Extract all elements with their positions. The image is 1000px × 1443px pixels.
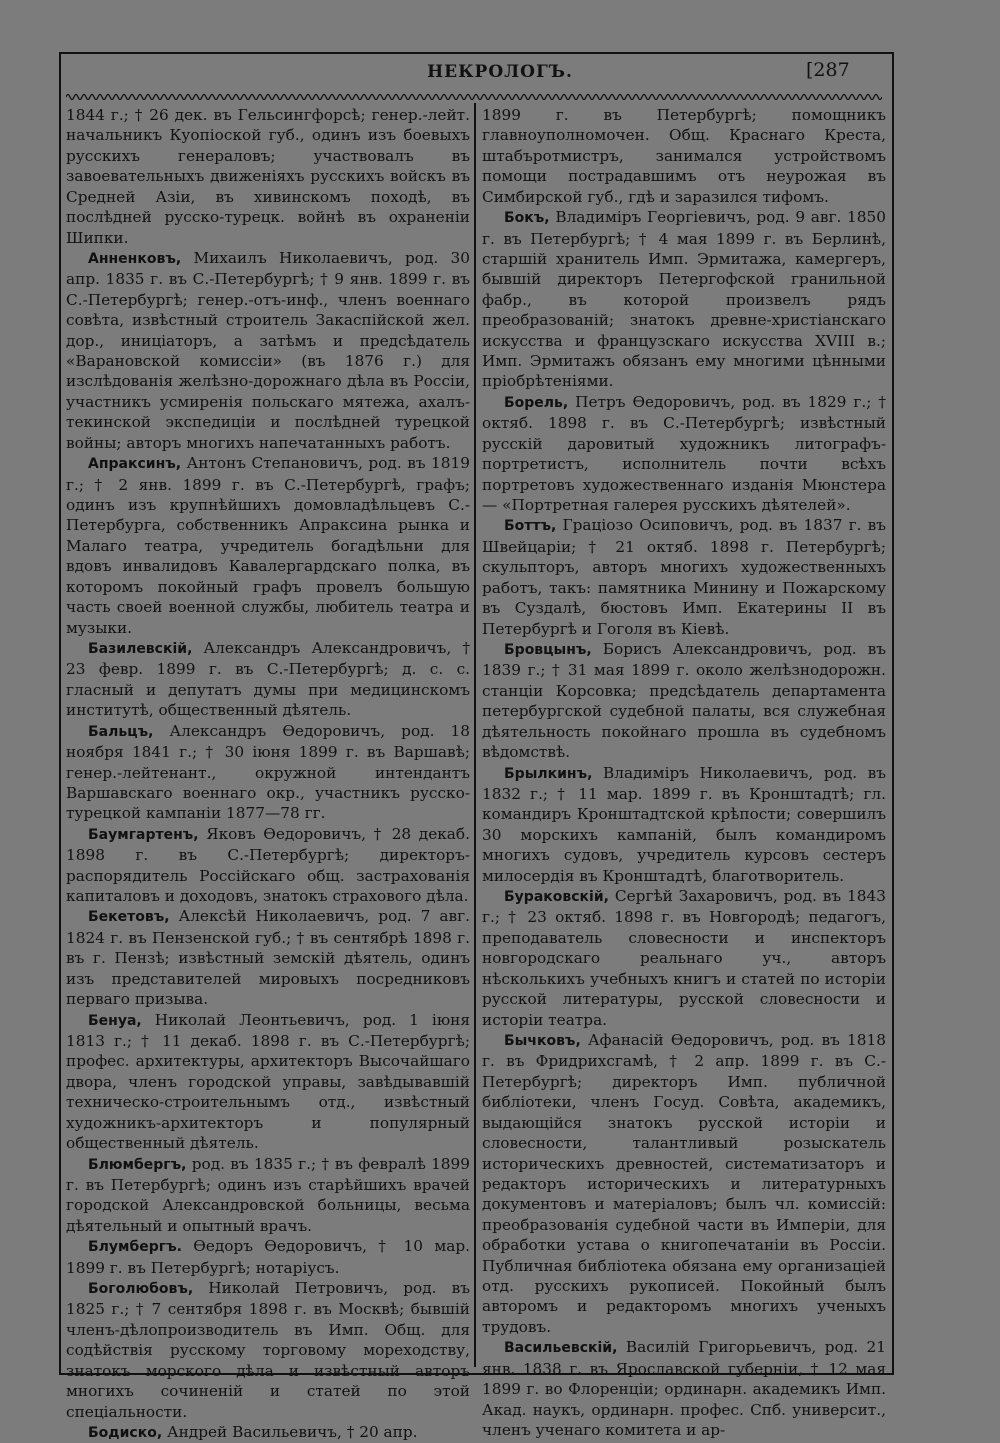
- entry-surname: Бокъ,: [504, 210, 550, 227]
- obituary-entry: [482, 763, 886, 887]
- column-divider: [474, 103, 476, 1367]
- entry-surname: Блумбергъ.: [88, 1239, 182, 1256]
- obituary-entry: [482, 886, 886, 1030]
- entry-text: Афанасій Өедоровичъ, род. въ 1818 г. въ Фридрихсгамѣ, † 2 апр. 1899 г. въ С.-Петербургѣ; директоръ Имп. публичной библіотеки, членъ Госуд. Совѣта, академикъ, выдающійся знатокъ русской исторіи и словесности, талантливый розыскатель историческихъ древностей, систематизаторъ и редакторъ историческихъ и литературныхъ документовъ и матеріаловъ; былъ чл. комиссій: преобразованія судебной части въ Имперіи, для обработки устава о книгопечатаніи въ Россіи. Публичная библіотека обязана ему организаціей отд. русскихъ рукописей. Покойный былъ авторомъ и редакторомъ многихъ ученыхъ трудовъ.: [482, 1030, 886, 1336]
- obituary-entry: [66, 105, 470, 248]
- entry-text: Борисъ Александровичъ, род. въ 1839 г.; † 31 мая 1899 г. около желѣзнодорожн. станціи Корсовка; предсѣдатель департамента петербургской судебной палаты, вся служебная дѣятельность покойнаго прошла въ судебномъ вѣдомствѣ.: [482, 639, 886, 762]
- entry-surname: Васильевскій,: [504, 1340, 618, 1357]
- entry-surname: Баумгартенъ,: [88, 826, 199, 843]
- obituary-entry: [66, 906, 470, 1009]
- left-column: [66, 105, 470, 1443]
- entry-text: 1844 г.; † 26 дек. въ Гельсингфорсѣ; генер.-лейт. начальникъ Куопіоской губ., одинъ изъ боевыхъ русскихъ генераловъ; участвовалъ въ завоевательныхъ движеніяхъ русскихъ войскъ въ Средней Азіи, въ хивинскомъ походѣ, въ послѣдней русско-турецк. войнѣ въ охраненіи Шипки.: [66, 106, 470, 247]
- entry-surname: Бальцъ,: [88, 723, 154, 740]
- entry-surname: Анненковъ,: [88, 250, 182, 267]
- entry-surname: Бодиско,: [88, 1425, 163, 1441]
- entry-text: Сергѣй Захаровичъ, род. въ 1843 г.; † 23 октяб. 1898 г. въ Новгородѣ; педагогъ, преподаватель словесности и инспекторъ новгородскаго реальнаго уч., авторъ нѣсколькихъ учебныхъ книгъ и статей по исторіи русской литературы, русской словесности и исторіи театра.: [482, 887, 886, 1029]
- entry-text: 1899 г. въ Петербургѣ; помощникъ главноуполномочен. Общ. Краснаго Креста, штабъротмистръ, занимался устройствомъ помощи пострадавшимъ отъ неурожая въ Симбирской губ., гдѣ и заразился тифомъ.: [482, 106, 886, 206]
- entry-text: Алексѣй Николаевичъ, род. 7 авг. 1824 г. въ Пензенской губ.; † въ сентябрѣ 1898 г. въ г. Пензѣ; извѣстный земскій дѣятель, одинъ изъ представителей мировыхъ посредниковъ перваго призыва.: [66, 907, 470, 1009]
- entry-surname: Брылкинъ,: [504, 765, 593, 782]
- entry-text: Александръ Александровичъ, † 23 февр. 1899 г. въ С.-Петербургѣ; д. с. с. гласный и депутатъ думы при медицинскомъ институтѣ, общественный дѣятель.: [66, 638, 470, 720]
- obituary-entry: [66, 1010, 470, 1154]
- obituary-entry: [66, 1278, 470, 1422]
- entry-text: Владиміръ Николаевичъ, род. въ 1832 г.; † 11 мар. 1899 г. въ Кронштадтѣ; гл. командиръ Кронштадтской крѣпости; совершилъ 30 морскихъ кампаній, былъ командиромъ многихъ судовъ, учредитель курсовъ сестеръ милосердія въ Кронштадтѣ, благотворитель.: [482, 763, 886, 885]
- entry-surname: Апраксинъ,: [88, 456, 182, 473]
- obituary-entry: [482, 515, 886, 639]
- entry-surname: Бекетовъ,: [88, 909, 170, 926]
- entry-text: Николай Леонтьевичъ, род. 1 іюня 1813 г.; † 11 декаб. 1898 г. въ С.-Петербургѣ; профес. архитектуры, архитекторъ Высочайшаго двора, членъ городской управы, завѣдывавшій техническо-строительнымъ отд., извѣстный художникъ-архитекторъ и популярный общественный дѣятель.: [66, 1010, 470, 1153]
- obituary-entry: [482, 207, 886, 392]
- entry-surname: Бенуа,: [88, 1012, 142, 1029]
- wavy-rule: [66, 90, 882, 104]
- entry-surname: Бычковъ,: [504, 1032, 581, 1049]
- obituary-entry: [66, 638, 470, 721]
- obituary-entry: [66, 721, 470, 824]
- obituary-entry: [482, 1030, 886, 1337]
- entry-text: Андрей Васильевичъ, † 20 апр.: [162, 1423, 418, 1441]
- page-number: [287: [806, 59, 850, 81]
- entry-text: Петръ Өедоровичъ, род. въ 1829 г.; † октяб. 1898 г. въ С.-Петербургѣ; извѣстный русскій даровитый художникъ литографъ-портретистъ, исполнитель почти всѣхъ портретовъ художественнаго изданія Мюнстера — «Портретная галерея русскихъ дѣятелей».: [482, 392, 886, 515]
- obituary-entry: [66, 1236, 470, 1278]
- obituary-entry: [66, 1422, 470, 1443]
- obituary-entry: [482, 639, 886, 763]
- entry-text: Николай Петровичъ, род. въ 1825 г.; † 7 сентября 1898 г. въ Москвѣ; бывшій членъ-дѣлопроизводитель въ Имп. Общ. для содѣйствія русскому торговому мореходству, знатокъ морского дѣла и извѣстный авторъ многихъ сочиненій и статей по этой спеціальности.: [66, 1279, 470, 1421]
- entry-text: Яковъ Өедоровичъ, † 28 декаб. 1898 г. въ С.-Петербургѣ; директоръ-распорядитель Россійскаго общ. застрахованія капиталовъ и доходовъ, знатокъ страхового дѣла.: [66, 824, 470, 906]
- obituary-entry: [482, 1337, 886, 1440]
- entry-surname: Боттъ,: [504, 518, 557, 535]
- obituary-entry: [482, 105, 886, 207]
- entry-surname: Бураковскій,: [504, 889, 609, 906]
- entry-text: Василій Григорьевичъ, род. 21 янв. 1838 г. въ Ярославской губерніи, † 12 мая 1899 г. во Флоренціи; ординарн. академикъ Имп. Акад. наукъ, ординарн. профес. Спб. университ., членъ ученаго комитета и ар-: [482, 1338, 886, 1439]
- entry-text: род. въ 1835 г.; † въ февралѣ 1899 г. въ Петербургѣ; одинъ изъ старѣйшихъ врачей городской Александровской больницы, весьма дѣятельный и опытный врачъ.: [66, 1154, 470, 1235]
- obituary-entry: [66, 824, 470, 907]
- entry-surname: Бровцынъ,: [504, 641, 592, 658]
- entry-text: Александръ Өедоровичъ, род. 18 ноября 1841 г.; † 30 іюня 1899 г. въ Варшавѣ; генер.-лейтенант., окружной интендантъ Варшавскаго военнаго окр., участникъ русско-турецкой кампаніи 1877—78 гг.: [66, 721, 470, 823]
- entry-text: Граціозо Осиповичъ, род. въ 1837 г. въ Швейцаріи; † 21 октяб. 1898 г. Петербургѣ; скульпторъ, авторъ многихъ художественныхъ работъ, такъ: памятника Минину и Пожарскому въ Суздалѣ, бюстовъ Имп. Екатерины II въ Петербургѣ и Гоголя въ Кіевѣ.: [482, 516, 886, 638]
- right-column: [482, 105, 886, 1440]
- obituary-entry: [66, 248, 470, 453]
- entry-text: Антонъ Степановичъ, род. въ 1819 г.; † 2 янв. 1899 г. въ С.-Петербургѣ, графъ; одинъ изъ крупнѣйшихъ домовладѣльцевъ С.-Петербурга, собственникъ Апраксина рынка и Малаго театра, учредитель богадѣльни для вдовъ инвалидовъ Кавалергардскаго полка, въ которомъ покойный графъ провелъ большую часть своей военной службы, любитель театра и музыки.: [66, 454, 470, 637]
- entry-surname: Базилевскій,: [88, 640, 193, 657]
- obituary-entry: [482, 392, 886, 516]
- entry-text: Владиміръ Георгіевичъ, род. 9 авг. 1850 г. въ Петербургѣ; † 4 мая 1899 г. въ Берлинѣ, старшій хранитель Имп. Эрмитажа, камергеръ, бывшій директоръ Петергофской гранильной фабр., въ которой произвелъ рядъ преобразованій; знатокъ древне-христіанскаго искусства и французскаго искусства XVIII в.; Имп. Эрмитажъ обязанъ ему многими цѣнными пріобрѣтеніями.: [482, 208, 886, 391]
- entry-text: Михаилъ Николаевичъ, род. 30 апр. 1835 г. въ С.-Петербургѣ; † 9 янв. 1899 г. въ С.-Петербургѣ; генер.-отъ-инф., членъ военнаго совѣта, извѣстный строитель Закаспійской жел. дор., иниціаторъ, а затѣмъ и предсѣдатель «Варановской комиссіи» (въ 1876 г.) для изслѣдованія желѣзно-дорожнаго дѣла въ Россіи, участникъ усмиренія польскаго мятежа, ахалъ-текинской экспедиціи и послѣдней турецкой войны; авторъ многихъ напечатанныхъ работъ.: [66, 248, 470, 452]
- wavy-rule-line: [66, 95, 882, 100]
- obituary-entry: [66, 453, 470, 638]
- page-title: НЕКРОЛОГЪ.: [427, 62, 573, 82]
- entry-surname: Блюмбергъ,: [88, 1156, 187, 1173]
- entry-surname: Борель,: [504, 394, 569, 411]
- entry-text: Өедоръ Өедоровичъ, † 10 мар. 1899 г. въ Петербургѣ; нотаріусъ.: [66, 1237, 470, 1277]
- obituary-entry: [66, 1154, 470, 1237]
- entry-surname: Боголюбовъ,: [88, 1281, 194, 1298]
